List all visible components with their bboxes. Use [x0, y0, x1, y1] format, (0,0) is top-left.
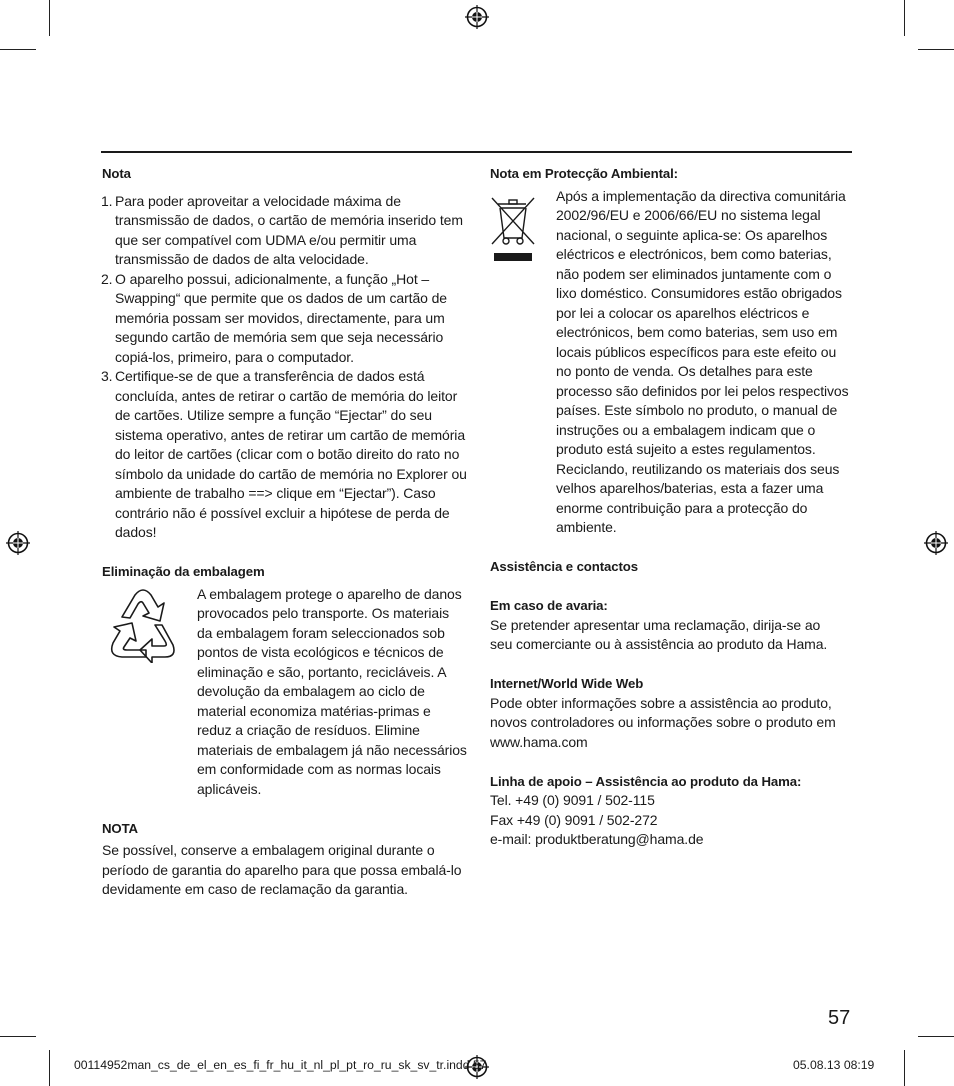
- crop-mark: [49, 0, 50, 36]
- list-number: 1.: [101, 192, 113, 209]
- list-text: Certifique-se de que a transferência de dados está concluída, antes de retirar o cartão de memória do leitor de cartões. Utilize sempre a função “Ejectar” do seu sistema operativo, antes de retirar um cartão de memória do leitor de cartões (clicar com o botão direito do rato no símbolo da unidade do cartão de memória no Explorer ou ambiente de trabalho ==> clique em “Ejectar”). Caso contrário não é possível excluir a hipótese de perda de dados!: [115, 368, 467, 540]
- crop-mark: [0, 1036, 36, 1037]
- crop-mark: [904, 1050, 905, 1086]
- slug-date: 05.08.13 08:19: [793, 1058, 875, 1072]
- fault-text: Se pretender apresentar uma reclamação, dirija-se ao seu comerciante ou à assistência ao produto da Hama.: [490, 616, 828, 652]
- nota2-text: Se possível, conserve a embalagem original durante o período de garantia do aparelho para que possa embalá-lo devidamente em caso de reclamação da garantia.: [102, 842, 462, 897]
- left-column: [102, 164, 467, 900]
- crop-mark: [904, 0, 905, 36]
- nota2-heading: NOTA: [102, 820, 138, 836]
- nota-heading: Nota: [102, 166, 131, 181]
- crop-mark: [0, 49, 36, 50]
- crossed-out-wheelie-bin-icon: [490, 187, 556, 538]
- hotline-tel: Tel. +49 (0) 9091 / 502-115: [490, 792, 655, 808]
- fault-heading: Em caso de avaria:: [490, 598, 608, 613]
- list-item: [102, 367, 467, 543]
- hotline-email: e-mail: produktberatung@hama.de: [490, 831, 704, 847]
- crop-mark: [918, 1036, 954, 1037]
- list-text: Para poder aproveitar a velocidade máxima de transmissão de dados, o cartão de memória inserido tem que ser compatível com UDMA e/ou permitir uma transmissão de dados de alta velocidade.: [115, 192, 463, 267]
- crop-mark: [918, 49, 954, 50]
- packaging-text: A embalagem protege o aparelho de danos provocados pelo transporte. Os materiais da embalagem foram seleccionados sob pontos de vista ecológicos e técnicos de eliminação e são, portanto, recicláveis. A devolução da embalagem ao ciclo de material economiza matérias-primas e reduz a criação de resíduos. Elimine materiais de embalagem já não necessários em conformidade com as normas locais aplicáveis.: [197, 585, 467, 797]
- packaging-heading: Eliminação da embalagem: [102, 564, 265, 579]
- registration-mark-icon: [924, 531, 948, 555]
- web-heading: Internet/World Wide Web: [490, 676, 644, 691]
- notes-list: [102, 192, 467, 543]
- list-item: [102, 270, 467, 368]
- env-text: Após a implementação da directiva comunitária 2002/96/EU e 2006/66/EU no sistema legal nacional, o seguinte aplica-se: Os aparelhos eléctricos e electrónicos, bem como baterias, não podem ser eliminados juntamente com o lixo doméstico. Consumidores estão obrigados por lei a colocar os aparelhos eléctricos e electrónicos, bem como baterias, sem uso em locais públicos específicos para este efeito ou no ponto de venda. Os detalhes para este processo são definidos por lei pelos respectivos países. Este símbolo no produto, o manual de instruções ou a embalagem indicam que o produto está sujeito a estes regulamentos. Reciclando, reutilizando os materiais dos seus velhos aparelhos/baterias, esta a fazer uma enorme contribuição para a protecção do ambiente.: [556, 187, 849, 535]
- service-heading: Assistência e contactos: [490, 559, 638, 574]
- page-number: 57: [828, 1007, 851, 1029]
- recycle-icon: [102, 585, 197, 800]
- registration-mark-icon: [6, 531, 30, 555]
- right-column: [490, 164, 852, 850]
- env-heading: Nota em Protecção Ambiental:: [490, 166, 678, 181]
- header-rule: [101, 151, 852, 153]
- list-number: 3.: [101, 368, 113, 384]
- list-item: [102, 192, 467, 270]
- hotline-heading: Linha de apoio – Assistência ao produto da Hama:: [490, 773, 802, 789]
- hotline-fax: Fax +49 (0) 9091 / 502-272: [490, 811, 658, 828]
- list-number: 2.: [101, 270, 113, 287]
- registration-mark-icon: [465, 5, 489, 29]
- crop-mark: [49, 1050, 50, 1086]
- slug-file: 00114952man_cs_de_el_en_es_fi_fr_hu_it_nl_pl_pt_ro_ru_sk_sv_tr.indd 57: [74, 1058, 487, 1072]
- web-text: Pode obter informações sobre a assistência ao produto, novos controladores ou informações sobre o produto em www.hama.com: [490, 694, 836, 750]
- list-text: O aparelho possui, adicionalmente, a função „Hot – Swapping“ que permite que os dados de um cartão de memória possam ser movidos, directamente, para um segundo cartão de memória sem que seja necessário copiá-los, primeiro, para o computador.: [115, 270, 447, 365]
